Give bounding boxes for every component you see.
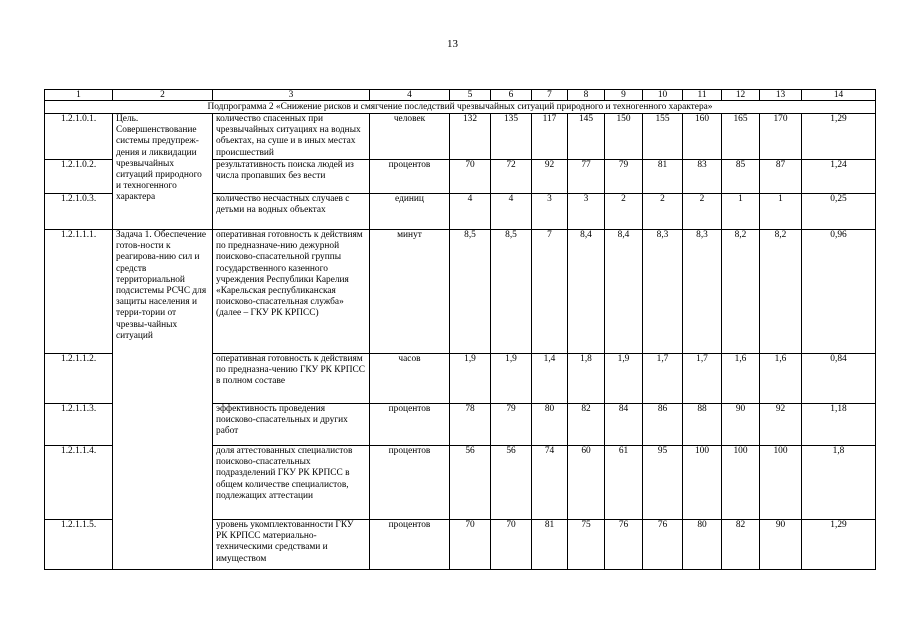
indicator-cell: уровень укомплектованности ГКУ РК КРПСС материально-техническими средствами и имуществом: [213, 520, 370, 570]
header-cell: 14: [802, 90, 876, 101]
value-cell: 100: [760, 446, 802, 520]
value-cell: 76: [605, 520, 643, 570]
value-cell: 81: [643, 160, 683, 194]
unit-cell: процентов: [370, 404, 450, 446]
value-cell: 85: [722, 160, 760, 194]
value-cell: 4: [450, 194, 491, 230]
row-code-cell: 1.2.1.1.2.: [45, 354, 113, 404]
header-cell: 11: [683, 90, 722, 101]
value-cell: 80: [683, 520, 722, 570]
value-cell: 70: [450, 520, 491, 570]
value-cell: 82: [568, 404, 605, 446]
page-number: 13: [447, 38, 458, 50]
value-cell: 170: [760, 114, 802, 160]
header-cell: 10: [643, 90, 683, 101]
value-cell: 2: [683, 194, 722, 230]
value-cell: 7: [532, 230, 568, 354]
ratio-cell: 1,24: [802, 160, 876, 194]
header-cell: 3: [213, 90, 370, 101]
value-cell: 1: [722, 194, 760, 230]
indicator-cell: результативность поиска людей из числа пропавших без вести: [213, 160, 370, 194]
header-row: [45, 90, 876, 101]
value-cell: 78: [450, 404, 491, 446]
value-cell: 92: [532, 160, 568, 194]
indicator-cell: оперативная готовность к действиям по предназна-чению ГКУ РК КРПСС в полном составе: [213, 354, 370, 404]
value-cell: 1,9: [450, 354, 491, 404]
value-cell: 86: [643, 404, 683, 446]
value-cell: 3: [532, 194, 568, 230]
value-cell: 4: [491, 194, 532, 230]
indicator-cell: количество спасенных при чрезвычайных ситуациях на водных объектах, на суше и в иных местах происшествий: [213, 114, 370, 160]
value-cell: 8,5: [491, 230, 532, 354]
value-cell: 3: [568, 194, 605, 230]
value-cell: 1: [760, 194, 802, 230]
value-cell: 1,6: [722, 354, 760, 404]
value-cell: 87: [760, 160, 802, 194]
value-cell: 83: [683, 160, 722, 194]
header-cell: 12: [722, 90, 760, 101]
value-cell: 155: [643, 114, 683, 160]
subprogram-row: [45, 101, 876, 114]
unit-cell: единиц: [370, 194, 450, 230]
table-row: [45, 230, 876, 354]
value-cell: 95: [643, 446, 683, 520]
ratio-cell: 1,29: [802, 114, 876, 160]
value-cell: 79: [491, 404, 532, 446]
value-cell: 135: [491, 114, 532, 160]
row-code-cell: 1.2.1.1.3.: [45, 404, 113, 446]
row-code-cell: 1.2.1.1.5.: [45, 520, 113, 570]
value-cell: 8,4: [605, 230, 643, 354]
value-cell: 160: [683, 114, 722, 160]
value-cell: 100: [683, 446, 722, 520]
value-cell: 1,4: [532, 354, 568, 404]
subprogram-title: Подпрограмма 2 «Снижение рисков и смягчение последствий чрезвычайных ситуаций природного и техногенного характера»: [45, 101, 876, 114]
value-cell: 100: [722, 446, 760, 520]
value-cell: 150: [605, 114, 643, 160]
ratio-cell: 1,18: [802, 404, 876, 446]
ratio-cell: 0,25: [802, 194, 876, 230]
value-cell: 8,5: [450, 230, 491, 354]
header-cell: 4: [370, 90, 450, 101]
value-cell: 1,8: [568, 354, 605, 404]
value-cell: 82: [722, 520, 760, 570]
ratio-cell: 0,96: [802, 230, 876, 354]
value-cell: 90: [722, 404, 760, 446]
header-cell: 9: [605, 90, 643, 101]
value-cell: 8,2: [760, 230, 802, 354]
unit-cell: человек: [370, 114, 450, 160]
value-cell: 132: [450, 114, 491, 160]
value-cell: 8,3: [643, 230, 683, 354]
indicator-cell: доля аттестованных специалистов поисково-спасательных подразделений ГКУ РК КРПСС в общем количестве специалистов, подлежащих аттестации: [213, 446, 370, 520]
unit-cell: процентов: [370, 160, 450, 194]
value-cell: 2: [643, 194, 683, 230]
value-cell: 56: [491, 446, 532, 520]
value-cell: 84: [605, 404, 643, 446]
value-cell: 88: [683, 404, 722, 446]
table-row: [45, 114, 876, 160]
row-code-cell: 1.2.1.1.1.: [45, 230, 113, 354]
unit-cell: процентов: [370, 520, 450, 570]
task-cell: Задача 1. Обеспечение готов-ности к реагирова-нию сил и средств территориальной подсистемы РСЧС для защиты населения и терри-тории от чрезвы-чайных ситуаций: [113, 230, 213, 570]
ratio-cell: 1,29: [802, 520, 876, 570]
value-cell: 56: [450, 446, 491, 520]
goal-cell: Цель. Совершенствование системы предупреж-дения и ликвидации чрезвычайных ситуаций природного и техногенного характера: [113, 114, 213, 230]
value-cell: 145: [568, 114, 605, 160]
value-cell: 165: [722, 114, 760, 160]
value-cell: 75: [568, 520, 605, 570]
value-cell: 1,7: [643, 354, 683, 404]
value-cell: 1,9: [491, 354, 532, 404]
indicator-cell: количество несчастных случаев с детьми на водных объектах: [213, 194, 370, 230]
ratio-cell: 0,84: [802, 354, 876, 404]
unit-cell: процентов: [370, 446, 450, 520]
row-code-cell: 1.2.1.0.3.: [45, 194, 113, 230]
ratio-cell: 1,8: [802, 446, 876, 520]
value-cell: 61: [605, 446, 643, 520]
value-cell: 80: [532, 404, 568, 446]
value-cell: 8,4: [568, 230, 605, 354]
value-cell: 92: [760, 404, 802, 446]
header-cell: 6: [491, 90, 532, 101]
value-cell: 77: [568, 160, 605, 194]
value-cell: 1,7: [683, 354, 722, 404]
header-cell: 5: [450, 90, 491, 101]
value-cell: 81: [532, 520, 568, 570]
value-cell: 79: [605, 160, 643, 194]
value-cell: 8,2: [722, 230, 760, 354]
row-code-cell: 1.2.1.0.1.: [45, 114, 113, 160]
header-cell: 7: [532, 90, 568, 101]
header-cell: 1: [45, 90, 113, 101]
indicators-table: [44, 89, 876, 570]
value-cell: 70: [491, 520, 532, 570]
header-cell: 13: [760, 90, 802, 101]
unit-cell: часов: [370, 354, 450, 404]
value-cell: 74: [532, 446, 568, 520]
value-cell: 117: [532, 114, 568, 160]
row-code-cell: 1.2.1.1.4.: [45, 446, 113, 520]
value-cell: 8,3: [683, 230, 722, 354]
value-cell: 2: [605, 194, 643, 230]
unit-cell: минут: [370, 230, 450, 354]
indicator-cell: эффективность проведения поисково-спасательных и других работ: [213, 404, 370, 446]
value-cell: 76: [643, 520, 683, 570]
value-cell: 1,6: [760, 354, 802, 404]
header-cell: 8: [568, 90, 605, 101]
value-cell: 70: [450, 160, 491, 194]
value-cell: 60: [568, 446, 605, 520]
header-cell: 2: [113, 90, 213, 101]
indicator-cell: оперативная готовность к действиям по предназначе-нию дежурной поисково-спасательной группы государственного казенного учреждения Республики Карелия «Карельская республиканская поисково-спасательная служба» (далее – ГКУ РК КРПСС): [213, 230, 370, 354]
value-cell: 1,9: [605, 354, 643, 404]
value-cell: 90: [760, 520, 802, 570]
row-code-cell: 1.2.1.0.2.: [45, 160, 113, 194]
value-cell: 72: [491, 160, 532, 194]
